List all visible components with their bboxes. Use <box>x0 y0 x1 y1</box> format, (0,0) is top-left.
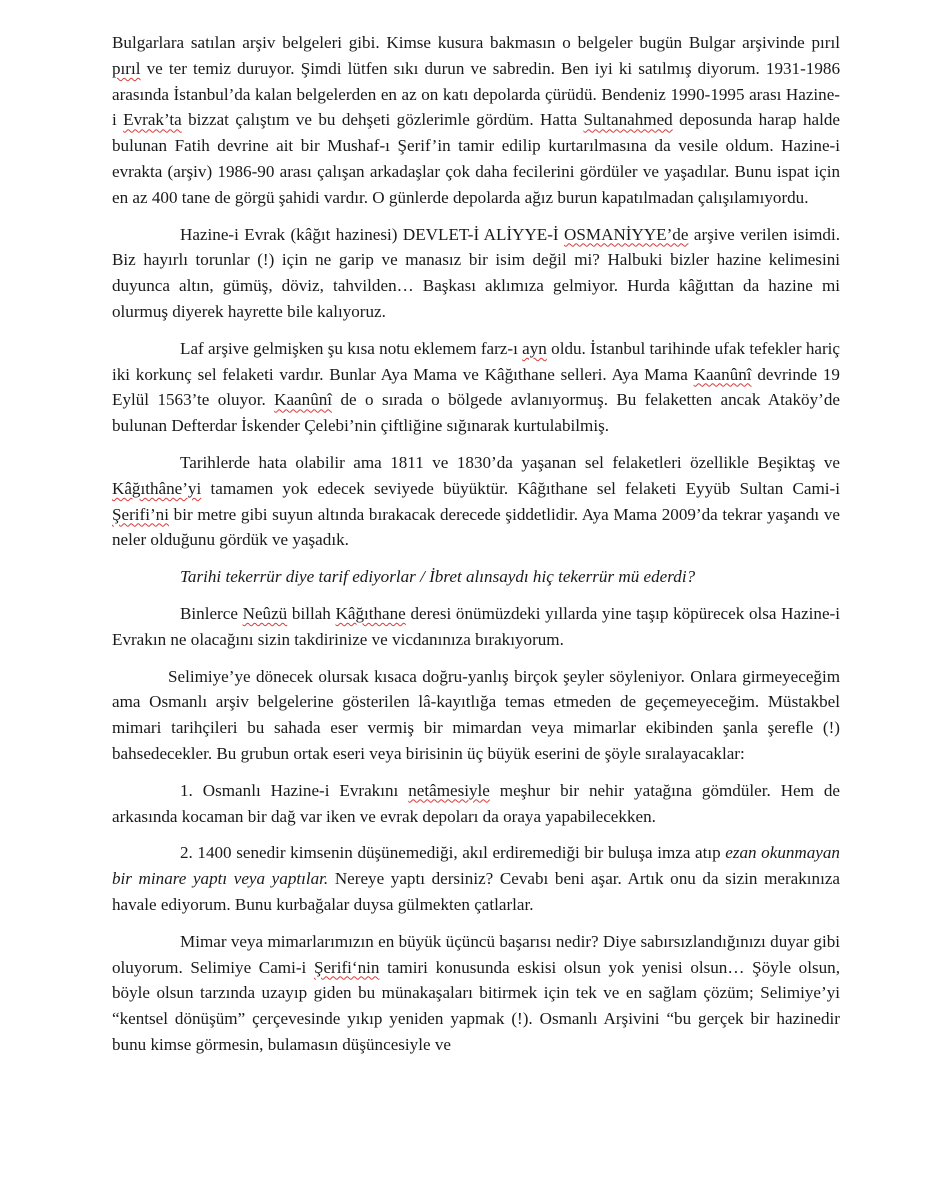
spellcheck-word[interactable]: ayn <box>522 338 547 358</box>
spellcheck-word[interactable]: OSMANİYYE’de <box>564 224 689 244</box>
text: bir metre gibi suyun altında bırakacak derecede şiddetlidir. Aya Mama 2009’da tekrar yaşandı ve neler olduğunu gördük ve yaşadık. <box>112 504 840 550</box>
emphasis-text: ezan okunmayan bir minare yaptı veya yaptılar. <box>112 843 840 889</box>
text: arşive verilen isimdi. Biz hayırlı torunlar (!) için ne garip ve manasız bir isim değil mi? Halbuki bizler hazine kelimesini duyunca altın, gümüş, döviz, tahvilden… Başkası aklımıza gelmiyor. Hurda kâğıttan da hazine mi olurmuş diyerek hayrette bile kalıyoruz. <box>112 224 840 321</box>
spellcheck-word[interactable]: netâmesiyle <box>408 780 490 800</box>
text: Binlerce <box>180 603 243 623</box>
paragraph-10 <box>112 929 840 1058</box>
text: Bulgarlara satılan arşiv belgeleri gibi. Kimse kusura bakmasın o belgeler bugün Bulgar arşivinde pırıl <box>112 33 840 52</box>
text: oldu. İstanbul tarihinde ufak tefekler hariç iki korkunç sel felaketi vardır. Bunlar Aya Mama ve Kâğıthane selleri. Aya Mama <box>112 338 840 384</box>
text: bizzat çalıştım ve bu dehşeti gözlerimle gördüm. Hatta <box>181 110 584 130</box>
text: billah <box>287 603 336 623</box>
text: Nereye yaptı dersiniz? Cevabı beni aşar. Artık onu da sizin merakınıza havale ediyorum. Bunu kurbağalar duysa gülmekten çatlarlar. <box>112 869 841 914</box>
paragraph-3 <box>112 336 840 439</box>
text: tamamen yok edecek seviyede büyüktür. Kâğıthane sel felaketi Eyyüb Sultan Cami-i <box>201 478 840 498</box>
paragraph-8-list-item-1 <box>112 778 840 830</box>
spellcheck-word[interactable]: Neûzü <box>242 603 288 623</box>
text: deresi önümüzdeki yıllarda yine taşıp köpürecek olsa Hazine-i Evrakın ne olacağını sizin takdirinize ve vicdanınıza bırakıyorum. <box>112 603 840 649</box>
text: meşhur bir nehir yatağına gömdüler. Hem de arkasında kocaman bir dağ var iken ve evrak depoları da oraya yapabilecekken. <box>112 780 840 826</box>
text: Mimar veya mimarlarımızın en büyük üçüncü başarısı nedir? Diye sabırsızlandığınızı duyar gibi oluyorum. Selimiye Cami-i <box>112 931 840 977</box>
spellcheck-word[interactable]: Şerifi’ni <box>112 504 169 524</box>
text: 2. 1400 senedir kimsenin düşünemediği, akıl erdiremediği bir buluşa imza atıp <box>180 843 726 863</box>
text: ve ter temiz duruyor. Şimdi lütfen sıkı durun ve sabredin. Ben iyi ki satılmış diyorum. 1931-1986 arasında İstanbul’da kalan belgelerden en az on katı depolarda çürüdü. Bendeniz 1990-1995 arası Hazine-i <box>112 58 840 130</box>
paragraph-2 <box>112 222 840 325</box>
text: Hazine-i Evrak (kâğıt hazinesi) DEVLET-İ ALİYYE-İ <box>180 224 565 244</box>
spellcheck-word[interactable]: Kaanûnî <box>693 364 752 384</box>
paragraph-7: Selimiye’ye dönecek olursak kısaca doğru-yanlış birçok şeyler söyleniyor. Onlara girmeyeceğim ama Osmanlı arşiv belgelerine gösterilen lâ-kayıtlığa temas etmeden de geçemeyeceğim. Müstakbel mimari tarihçileri bu sahada eser vermiş bir mimardan veya mimarlar ekibinden şanla şerefle (!) bahsedecekler. Bu grubun ortak eseri veya birisinin üç büyük eserini de şöyle sıralayacaklar: <box>112 666 840 763</box>
spellcheck-word[interactable]: Kâğıthane <box>335 603 406 623</box>
paragraph-1 <box>112 30 840 211</box>
text: deposunda harap halde bulunan Fatih devrine ait bir Mushaf-ı Şerif’in tamir edilip kurtarılmasına da vesile oldum. Hazine-i evrakta (arşiv) 1986-90 arası çalışan arkadaşlar çok daha fecilerini gördüler ve yaşadılar. Bunu ispat için en az 400 tane de görgü şahidi vardır. O günlerde depolarda ağız burun kapatılmadan çalışılamıyordu. <box>112 110 840 207</box>
spellcheck-word[interactable]: Kâğıthâne’yi <box>112 478 202 498</box>
spellcheck-word[interactable]: pırıl <box>112 58 141 78</box>
spellcheck-word[interactable]: Kaanûnî <box>274 390 333 410</box>
document-page <box>112 30 840 1069</box>
text: tamiri konusunda eskisi olsun yok yenisi olsun… Şöyle olsun, böyle olsun tarzında uzayıp giden bu münakaşaları bitirmek için tek ve en sağlam çözüm; Selimiye’yi “kentsel dönüşüm” çerçevesinde yıkıp yeniden yapmak (!). Osmanlı Arşivini “bu gerçek bir hazinedir bunu kimse görmesin, bulamasın düşüncesiyle ve <box>112 957 840 1054</box>
paragraph-5-quote: Tarihi tekerrür diye tarif ediyorlar / İbret alınsaydı hiç tekerrür mü ederdi? <box>180 567 696 587</box>
paragraph-6 <box>112 601 840 653</box>
paragraph-4 <box>112 450 840 553</box>
text: Laf arşive gelmişken şu kısa notu eklemem farz-ı <box>180 338 523 358</box>
text: de o sırada o bölgede avlanıyormuş. Bu felaketten ancak Ataköy’de bulunan Defterdar İskender Çelebi’nin çiftliğine sığınarak kurtulabilmiş. <box>112 390 840 436</box>
text: devrinde 19 Eylül 1563’te oluyor. <box>112 364 840 410</box>
paragraph-9-list-item-2 <box>112 840 840 917</box>
spellcheck-word[interactable]: Evrak’ta <box>123 110 182 130</box>
spellcheck-word[interactable]: Sultanahmed <box>583 110 673 130</box>
spellcheck-word[interactable]: Şerifi‘nin <box>313 957 380 977</box>
text: Tarihlerde hata olabilir ama 1811 ve 1830’da yaşanan sel felaketleri özellikle Beşiktaş ve <box>180 452 840 472</box>
text: 1. Osmanlı Hazine-i Evrakını <box>180 780 409 800</box>
